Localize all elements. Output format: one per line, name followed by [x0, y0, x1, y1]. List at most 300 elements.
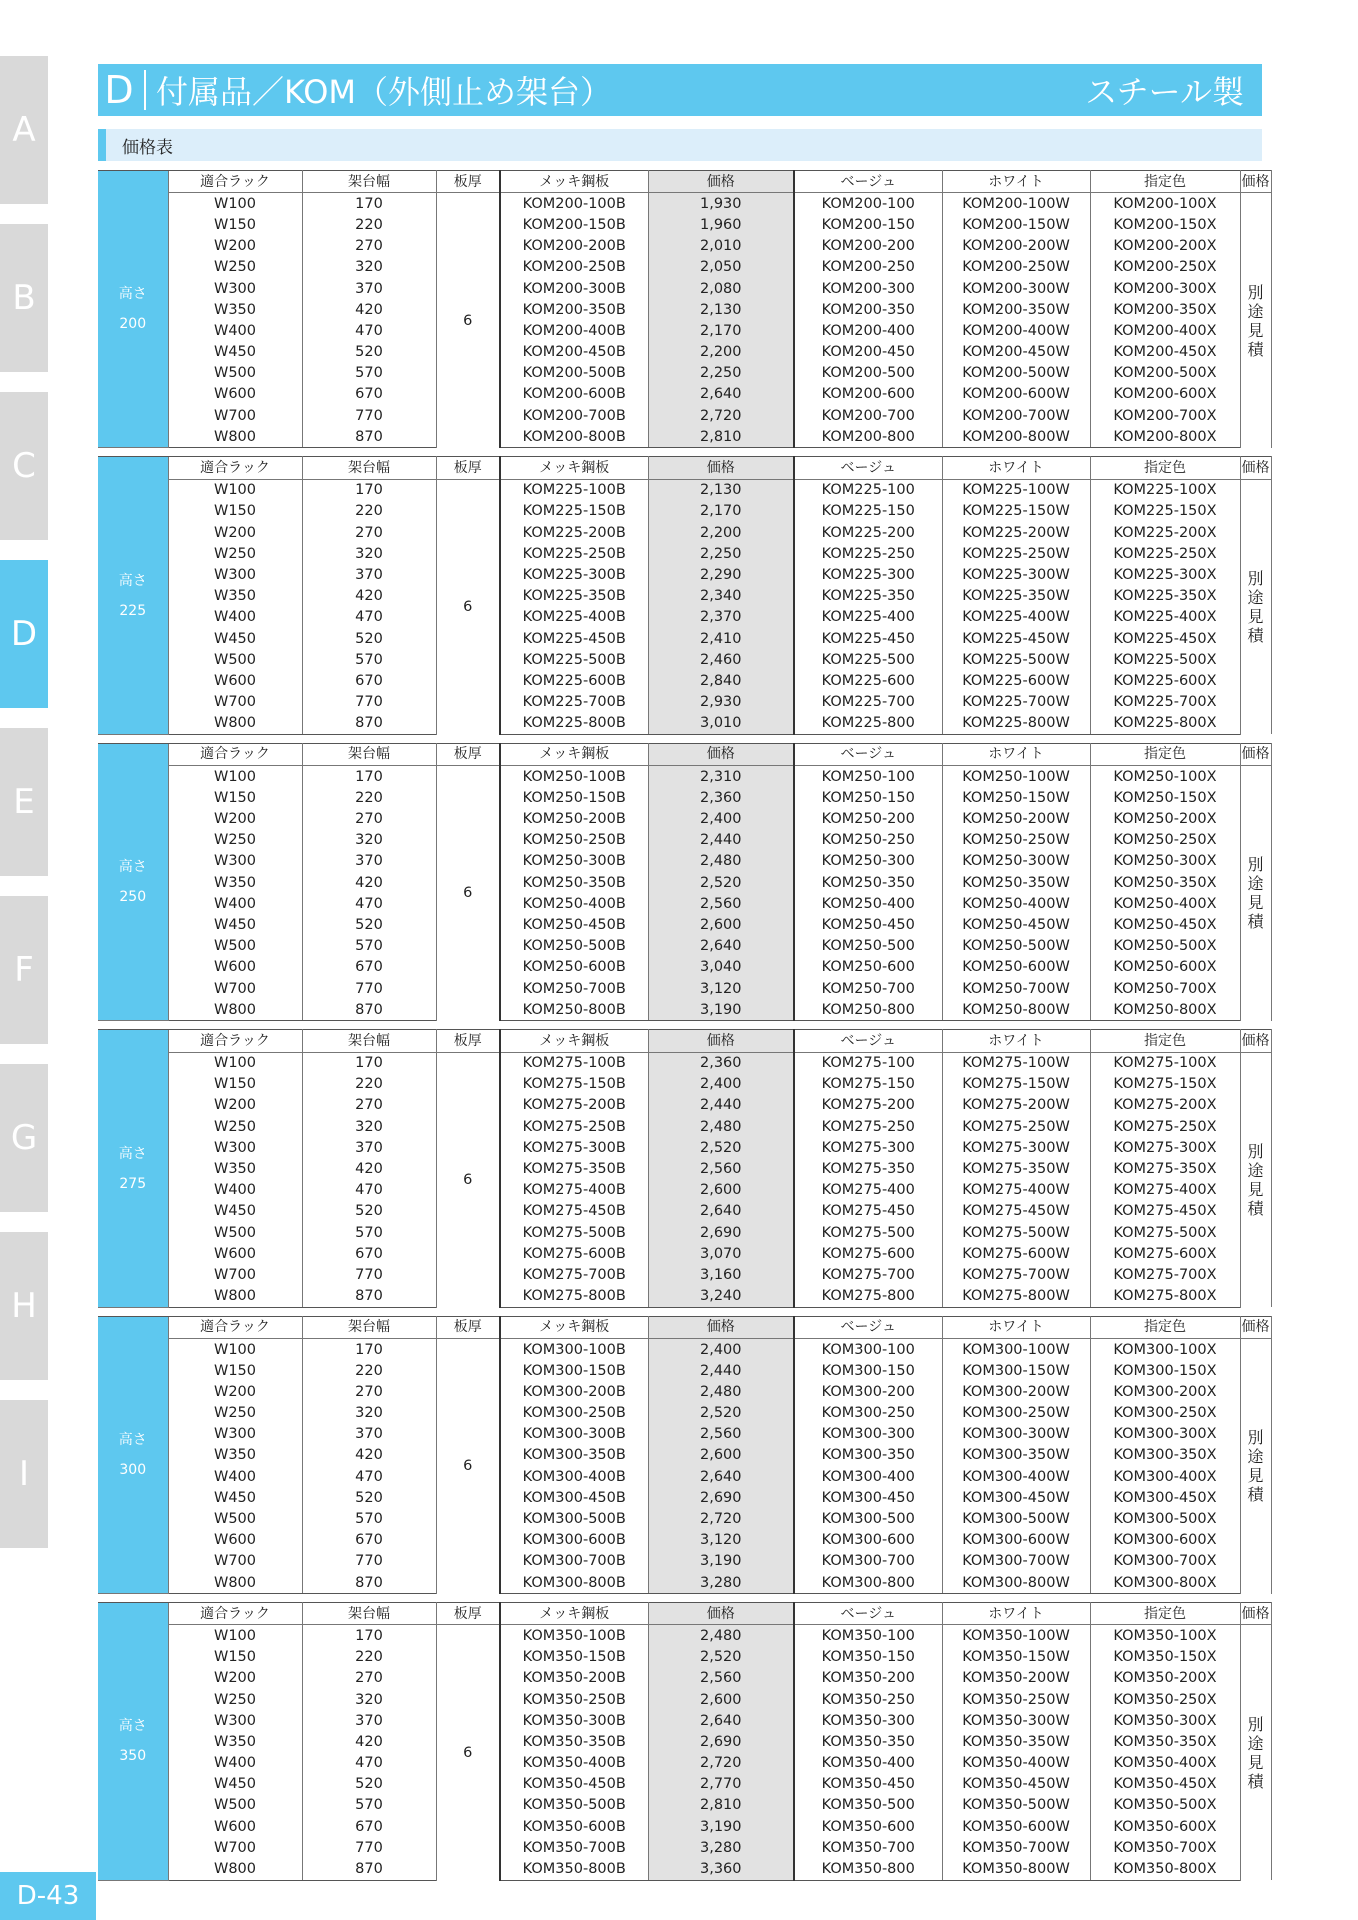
white-code-cell: KOM350-500W [942, 1795, 1090, 1816]
table-row [98, 193, 1271, 215]
beige-code-cell: KOM350-150 [794, 1647, 942, 1668]
beige-code-cell: KOM200-450 [794, 342, 942, 363]
width-cell: 570 [302, 1795, 436, 1816]
beige-code-cell: KOM250-800 [794, 999, 942, 1021]
width-cell: 870 [302, 1858, 436, 1880]
beige-code-cell: KOM250-450 [794, 914, 942, 935]
table-row [98, 957, 1271, 978]
price-cell: 2,440 [648, 1360, 794, 1381]
beige-code-cell: KOM275-200 [794, 1095, 942, 1116]
custom-color-code-cell: KOM300-300X [1090, 1424, 1240, 1445]
galvanized-code-cell: KOM275-600B [500, 1243, 648, 1264]
rack-cell: W800 [168, 1858, 302, 1880]
column-header: ホワイト [942, 457, 1090, 479]
width-cell: 220 [302, 1647, 436, 1668]
page-number: D-43 [0, 1872, 96, 1920]
section-heading [98, 129, 1262, 161]
galvanized-code-cell: KOM200-300B [500, 278, 648, 299]
white-code-cell: KOM225-800W [942, 713, 1090, 735]
table-row [98, 257, 1271, 278]
header-section-letter: D [104, 68, 134, 112]
price-cell: 2,720 [648, 405, 794, 426]
galvanized-code-cell: KOM225-150B [500, 501, 648, 522]
table-row [98, 1403, 1271, 1424]
galvanized-code-cell: KOM225-500B [500, 649, 648, 670]
custom-color-code-cell: KOM250-250X [1090, 830, 1240, 851]
width-cell: 870 [302, 426, 436, 448]
side-tab-e[interactable]: E [0, 728, 48, 876]
column-header: 指定色 [1090, 171, 1240, 193]
galvanized-code-cell: KOM250-700B [500, 978, 648, 999]
galvanized-code-cell: KOM300-450B [500, 1487, 648, 1508]
price-cell: 2,250 [648, 363, 794, 384]
table-row [98, 1753, 1271, 1774]
white-code-cell: KOM300-500W [942, 1508, 1090, 1529]
width-cell: 270 [302, 1095, 436, 1116]
column-header: 板厚 [436, 1030, 500, 1052]
white-code-cell: KOM200-100W [942, 193, 1090, 215]
custom-color-code-cell: KOM275-400X [1090, 1180, 1240, 1201]
white-code-cell: KOM200-400W [942, 320, 1090, 341]
rack-cell: W450 [168, 1774, 302, 1795]
rack-cell: W300 [168, 1137, 302, 1158]
beige-code-cell: KOM300-300 [794, 1424, 942, 1445]
custom-color-code-cell: KOM225-450X [1090, 628, 1240, 649]
column-header: 適合ラック [168, 1603, 302, 1625]
rack-cell: W450 [168, 342, 302, 363]
white-code-cell: KOM275-800W [942, 1286, 1090, 1308]
width-cell: 320 [302, 257, 436, 278]
table-row [98, 607, 1271, 628]
rack-cell: W250 [168, 1689, 302, 1710]
custom-color-code-cell: KOM200-150X [1090, 214, 1240, 235]
white-code-cell: KOM300-150W [942, 1360, 1090, 1381]
rack-cell: W200 [168, 1381, 302, 1402]
width-cell: 870 [302, 1286, 436, 1308]
rack-cell: W150 [168, 1647, 302, 1668]
white-code-cell: KOM300-100W [942, 1338, 1090, 1360]
table-row [98, 1774, 1271, 1795]
rack-cell: W150 [168, 501, 302, 522]
separate-estimate-cell: 別 途 見 積 [1240, 193, 1271, 448]
width-cell: 520 [302, 1201, 436, 1222]
side-tab-a[interactable]: A [0, 56, 48, 204]
white-code-cell: KOM275-450W [942, 1201, 1090, 1222]
column-header: ベージュ [794, 1316, 942, 1338]
custom-color-code-cell: KOM350-500X [1090, 1795, 1240, 1816]
header-divider [144, 70, 146, 110]
width-cell: 420 [302, 1445, 436, 1466]
custom-color-code-cell: KOM275-600X [1090, 1243, 1240, 1264]
table-row [98, 830, 1271, 851]
white-code-cell: KOM250-100W [942, 766, 1090, 788]
column-header: 指定色 [1090, 743, 1240, 765]
galvanized-code-cell: KOM225-400B [500, 607, 648, 628]
custom-color-code-cell: KOM275-300X [1090, 1137, 1240, 1158]
rack-cell: W700 [168, 1551, 302, 1572]
price-cell: 2,560 [648, 893, 794, 914]
beige-code-cell: KOM225-800 [794, 713, 942, 735]
table-row [98, 479, 1271, 501]
price-cell: 2,520 [648, 872, 794, 893]
galvanized-code-cell: KOM200-500B [500, 363, 648, 384]
column-header: 架台幅 [302, 1603, 436, 1625]
table-row [98, 1116, 1271, 1137]
column-header: 適合ラック [168, 1030, 302, 1052]
custom-color-code-cell: KOM275-700X [1090, 1264, 1240, 1285]
galvanized-code-cell: KOM200-250B [500, 257, 648, 278]
table-row [98, 1551, 1271, 1572]
white-code-cell: KOM225-350W [942, 586, 1090, 607]
separate-estimate-cell: 別 途 見 積 [1240, 766, 1271, 1021]
custom-color-code-cell: KOM300-100X [1090, 1338, 1240, 1360]
table-row [98, 1858, 1271, 1880]
white-code-cell: KOM200-150W [942, 214, 1090, 235]
galvanized-code-cell: KOM350-400B [500, 1753, 648, 1774]
white-code-cell: KOM225-450W [942, 628, 1090, 649]
column-header: メッキ鋼板 [500, 1030, 648, 1052]
price-cell: 2,770 [648, 1774, 794, 1795]
custom-color-code-cell: KOM275-100X [1090, 1052, 1240, 1074]
galvanized-code-cell: KOM200-600B [500, 384, 648, 405]
galvanized-code-cell: KOM300-800B [500, 1572, 648, 1594]
column-header: 価格 [1240, 743, 1271, 765]
rack-cell: W600 [168, 1530, 302, 1551]
width-cell: 870 [302, 999, 436, 1021]
white-code-cell: KOM350-300W [942, 1710, 1090, 1731]
width-cell: 220 [302, 1074, 436, 1095]
price-cell: 2,640 [648, 1201, 794, 1222]
custom-color-code-cell: KOM250-500X [1090, 936, 1240, 957]
column-header: メッキ鋼板 [500, 171, 648, 193]
table-row [98, 1137, 1271, 1158]
width-cell: 570 [302, 1222, 436, 1243]
width-cell: 470 [302, 1180, 436, 1201]
column-header: 指定色 [1090, 1030, 1240, 1052]
custom-color-code-cell: KOM250-400X [1090, 893, 1240, 914]
table-row [98, 787, 1271, 808]
beige-code-cell: KOM350-300 [794, 1710, 942, 1731]
custom-color-code-cell: KOM225-600X [1090, 670, 1240, 691]
side-tab-f[interactable]: F [0, 896, 48, 1044]
width-cell: 670 [302, 957, 436, 978]
rack-cell: W400 [168, 1466, 302, 1487]
white-code-cell: KOM300-600W [942, 1530, 1090, 1551]
custom-color-code-cell: KOM275-500X [1090, 1222, 1240, 1243]
rack-cell: W800 [168, 713, 302, 735]
column-header: 価格 [648, 1030, 794, 1052]
galvanized-code-cell: KOM300-250B [500, 1403, 648, 1424]
white-code-cell: KOM200-450W [942, 342, 1090, 363]
table-row [98, 564, 1271, 585]
price-cell: 2,810 [648, 426, 794, 448]
side-tab-i[interactable]: I [0, 1400, 48, 1548]
page-title: 付属品／KOM（外側止め架台） [156, 73, 613, 111]
beige-code-cell: KOM200-250 [794, 257, 942, 278]
beige-code-cell: KOM250-150 [794, 787, 942, 808]
height-label-cell [98, 1603, 168, 1880]
rack-cell: W100 [168, 1052, 302, 1074]
galvanized-code-cell: KOM350-700B [500, 1837, 648, 1858]
price-cell: 2,560 [648, 1668, 794, 1689]
column-header: 価格 [648, 743, 794, 765]
column-header: 架台幅 [302, 743, 436, 765]
beige-code-cell: KOM300-150 [794, 1360, 942, 1381]
rack-cell: W250 [168, 1403, 302, 1424]
table-row [98, 1052, 1271, 1074]
rack-cell: W200 [168, 236, 302, 257]
white-code-cell: KOM200-250W [942, 257, 1090, 278]
table-row [98, 1710, 1271, 1731]
custom-color-code-cell: KOM200-200X [1090, 236, 1240, 257]
side-tab-h[interactable]: H [0, 1232, 48, 1380]
galvanized-code-cell: KOM300-150B [500, 1360, 648, 1381]
white-code-cell: KOM225-100W [942, 479, 1090, 501]
rack-cell: W400 [168, 607, 302, 628]
column-header: 板厚 [436, 1603, 500, 1625]
table-row [98, 1445, 1271, 1466]
section-accent-bar [98, 129, 106, 161]
beige-code-cell: KOM225-300 [794, 564, 942, 585]
rack-cell: W100 [168, 193, 302, 215]
price-cell: 2,640 [648, 1710, 794, 1731]
rack-cell: W150 [168, 1360, 302, 1381]
beige-code-cell: KOM250-400 [794, 893, 942, 914]
galvanized-code-cell: KOM225-200B [500, 522, 648, 543]
white-code-cell: KOM275-150W [942, 1074, 1090, 1095]
galvanized-code-cell: KOM350-200B [500, 1668, 648, 1689]
width-cell: 570 [302, 363, 436, 384]
price-cell: 3,010 [648, 713, 794, 735]
side-tab-d[interactable]: D [0, 560, 48, 708]
galvanized-code-cell: KOM275-250B [500, 1116, 648, 1137]
width-cell: 270 [302, 1668, 436, 1689]
price-table-height-300 [98, 1316, 1272, 1594]
rack-cell: W250 [168, 830, 302, 851]
rack-cell: W350 [168, 1731, 302, 1752]
white-code-cell: KOM250-400W [942, 893, 1090, 914]
white-code-cell: KOM225-500W [942, 649, 1090, 670]
column-header: ベージュ [794, 457, 942, 479]
white-code-cell: KOM350-200W [942, 1668, 1090, 1689]
beige-code-cell: KOM225-700 [794, 692, 942, 713]
beige-code-cell: KOM300-400 [794, 1466, 942, 1487]
custom-color-code-cell: KOM300-800X [1090, 1572, 1240, 1594]
beige-code-cell: KOM250-100 [794, 766, 942, 788]
rack-cell: W350 [168, 872, 302, 893]
rack-cell: W100 [168, 766, 302, 788]
white-code-cell: KOM225-600W [942, 670, 1090, 691]
column-header: 指定色 [1090, 1316, 1240, 1338]
beige-code-cell: KOM225-100 [794, 479, 942, 501]
table-row [98, 999, 1271, 1021]
rack-cell: W400 [168, 1753, 302, 1774]
table-row [98, 1731, 1271, 1752]
galvanized-code-cell: KOM300-500B [500, 1508, 648, 1529]
beige-code-cell: KOM200-200 [794, 236, 942, 257]
width-cell: 270 [302, 808, 436, 829]
price-cell: 2,200 [648, 522, 794, 543]
price-cell: 2,370 [648, 607, 794, 628]
table-row [98, 384, 1271, 405]
table-row [98, 1837, 1271, 1858]
beige-code-cell: KOM350-200 [794, 1668, 942, 1689]
beige-code-cell: KOM300-450 [794, 1487, 942, 1508]
rack-cell: W700 [168, 405, 302, 426]
table-row [98, 1508, 1271, 1529]
galvanized-code-cell: KOM350-250B [500, 1689, 648, 1710]
column-header: 適合ラック [168, 171, 302, 193]
white-code-cell: KOM200-350W [942, 299, 1090, 320]
galvanized-code-cell: KOM300-350B [500, 1445, 648, 1466]
side-tab-c[interactable]: C [0, 392, 48, 540]
white-code-cell: KOM250-300W [942, 851, 1090, 872]
price-cell: 2,310 [648, 766, 794, 788]
price-cell: 2,690 [648, 1222, 794, 1243]
width-cell: 520 [302, 342, 436, 363]
rack-cell: W250 [168, 257, 302, 278]
custom-color-code-cell: KOM200-300X [1090, 278, 1240, 299]
galvanized-code-cell: KOM200-400B [500, 320, 648, 341]
white-code-cell: KOM200-600W [942, 384, 1090, 405]
table-row [98, 1572, 1271, 1594]
width-cell: 320 [302, 1116, 436, 1137]
custom-color-code-cell: KOM225-500X [1090, 649, 1240, 670]
price-cell: 3,120 [648, 1530, 794, 1551]
thickness-cell: 6 [436, 479, 500, 734]
galvanized-code-cell: KOM250-500B [500, 936, 648, 957]
custom-color-code-cell: KOM200-500X [1090, 363, 1240, 384]
galvanized-code-cell: KOM225-250B [500, 543, 648, 564]
white-code-cell: KOM225-250W [942, 543, 1090, 564]
price-table-height-200 [98, 170, 1272, 448]
beige-code-cell: KOM275-500 [794, 1222, 942, 1243]
height-label-cell [98, 743, 168, 1020]
beige-code-cell: KOM350-500 [794, 1795, 942, 1816]
column-header: 板厚 [436, 1316, 500, 1338]
table-row [98, 872, 1271, 893]
width-cell: 170 [302, 193, 436, 215]
custom-color-code-cell: KOM200-800X [1090, 426, 1240, 448]
rack-cell: W300 [168, 851, 302, 872]
galvanized-code-cell: KOM300-600B [500, 1530, 648, 1551]
height-label-cell [98, 457, 168, 734]
custom-color-code-cell: KOM200-450X [1090, 342, 1240, 363]
price-cell: 1,960 [648, 214, 794, 235]
custom-color-code-cell: KOM225-250X [1090, 543, 1240, 564]
custom-color-code-cell: KOM250-300X [1090, 851, 1240, 872]
price-cell: 2,640 [648, 384, 794, 405]
height-label-cell [98, 1030, 168, 1307]
column-header: ホワイト [942, 743, 1090, 765]
rack-cell: W300 [168, 1424, 302, 1445]
table-row [98, 501, 1271, 522]
column-header: 架台幅 [302, 171, 436, 193]
rack-cell: W700 [168, 692, 302, 713]
table-row [98, 299, 1271, 320]
galvanized-code-cell: KOM250-350B [500, 872, 648, 893]
custom-color-code-cell: KOM300-400X [1090, 1466, 1240, 1487]
beige-code-cell: KOM275-150 [794, 1074, 942, 1095]
column-header: 価格 [1240, 457, 1271, 479]
white-code-cell: KOM200-700W [942, 405, 1090, 426]
beige-code-cell: KOM225-450 [794, 628, 942, 649]
galvanized-code-cell: KOM225-450B [500, 628, 648, 649]
galvanized-code-cell: KOM200-700B [500, 405, 648, 426]
beige-code-cell: KOM300-200 [794, 1381, 942, 1402]
custom-color-code-cell: KOM300-150X [1090, 1360, 1240, 1381]
beige-code-cell: KOM200-300 [794, 278, 942, 299]
white-code-cell: KOM225-300W [942, 564, 1090, 585]
table-row [98, 1360, 1271, 1381]
table-row [98, 1795, 1271, 1816]
galvanized-code-cell: KOM225-800B [500, 713, 648, 735]
table-row [98, 649, 1271, 670]
price-cell: 2,400 [648, 1074, 794, 1095]
white-code-cell: KOM350-350W [942, 1731, 1090, 1752]
width-cell: 370 [302, 564, 436, 585]
width-cell: 420 [302, 872, 436, 893]
custom-color-code-cell: KOM275-200X [1090, 1095, 1240, 1116]
height-label: 高さ [118, 286, 147, 303]
galvanized-code-cell: KOM250-150B [500, 787, 648, 808]
height-label: 高さ [118, 1145, 147, 1162]
white-code-cell: KOM350-100W [942, 1625, 1090, 1647]
width-cell: 420 [302, 1158, 436, 1179]
table-row [98, 426, 1271, 448]
column-header: 価格 [648, 171, 794, 193]
side-tab-b[interactable]: B [0, 224, 48, 372]
rack-cell: W100 [168, 1625, 302, 1647]
width-cell: 770 [302, 1264, 436, 1285]
price-cell: 2,200 [648, 342, 794, 363]
price-cell: 3,280 [648, 1837, 794, 1858]
beige-code-cell: KOM250-500 [794, 936, 942, 957]
galvanized-code-cell: KOM350-600B [500, 1816, 648, 1837]
beige-code-cell: KOM350-800 [794, 1858, 942, 1880]
white-code-cell: KOM300-400W [942, 1466, 1090, 1487]
table-row [98, 692, 1271, 713]
side-tab-g[interactable]: G [0, 1064, 48, 1212]
rack-cell: W100 [168, 1338, 302, 1360]
separate-estimate-cell: 別 途 見 積 [1240, 1338, 1271, 1593]
width-cell: 370 [302, 278, 436, 299]
price-cell: 3,360 [648, 1858, 794, 1880]
custom-color-code-cell: KOM300-350X [1090, 1445, 1240, 1466]
width-cell: 370 [302, 1424, 436, 1445]
white-code-cell: KOM275-350W [942, 1158, 1090, 1179]
galvanized-code-cell: KOM225-700B [500, 692, 648, 713]
column-header: ホワイト [942, 1603, 1090, 1625]
table-row [98, 1201, 1271, 1222]
rack-cell: W600 [168, 957, 302, 978]
page-header [98, 64, 1262, 116]
table-row [98, 1243, 1271, 1264]
rack-cell: W500 [168, 649, 302, 670]
rack-cell: W500 [168, 936, 302, 957]
white-code-cell: KOM300-800W [942, 1572, 1090, 1594]
beige-code-cell: KOM275-350 [794, 1158, 942, 1179]
width-cell: 670 [302, 670, 436, 691]
table-row [98, 936, 1271, 957]
beige-code-cell: KOM200-800 [794, 426, 942, 448]
galvanized-code-cell: KOM350-500B [500, 1795, 648, 1816]
price-cell: 3,190 [648, 1551, 794, 1572]
table-row [98, 1668, 1271, 1689]
rack-cell: W200 [168, 1095, 302, 1116]
beige-code-cell: KOM275-300 [794, 1137, 942, 1158]
column-header: ホワイト [942, 171, 1090, 193]
